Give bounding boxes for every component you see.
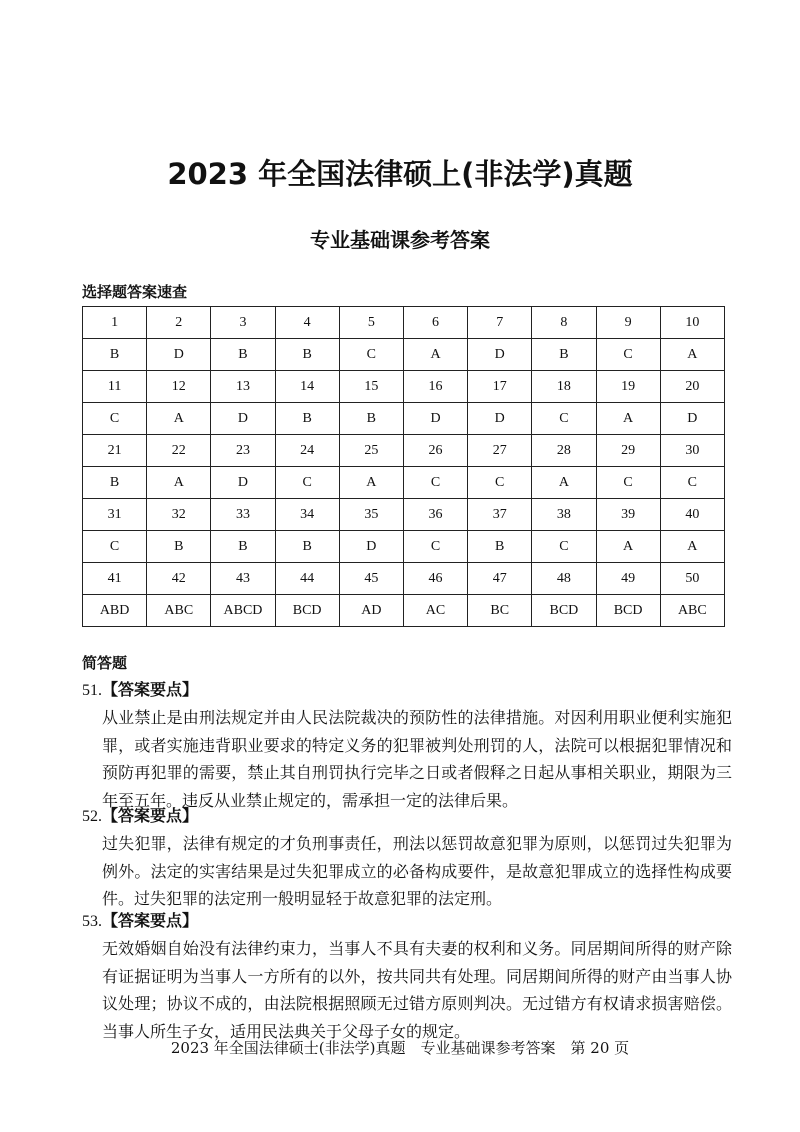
answer-cell: C: [596, 339, 660, 371]
question-number-row: [83, 371, 725, 403]
answer-cell: ABC: [660, 595, 724, 627]
question-number-cell: 42: [147, 563, 211, 595]
question-number-cell: 29: [596, 435, 660, 467]
question-number-cell: 25: [339, 435, 403, 467]
question-number-cell: 15: [339, 371, 403, 403]
question-number-cell: 12: [147, 371, 211, 403]
answer-cell: C: [660, 467, 724, 499]
question-number-cell: 36: [403, 499, 467, 531]
question-number-cell: 34: [275, 499, 339, 531]
answer-cell: C: [403, 531, 467, 563]
answer-cell: C: [275, 467, 339, 499]
question-number-cell: 50: [660, 563, 724, 595]
question-number-cell: 16: [403, 371, 467, 403]
answer-cell: BCD: [532, 595, 596, 627]
answer-cell: C: [532, 531, 596, 563]
question-number: 53.: [82, 913, 102, 930]
answer-cell: ABD: [83, 595, 147, 627]
answer-cell: A: [596, 531, 660, 563]
question-number-cell: 28: [532, 435, 596, 467]
question-number-cell: 27: [468, 435, 532, 467]
answer-cell: D: [339, 531, 403, 563]
question-number-cell: 14: [275, 371, 339, 403]
answer-cell: B: [468, 531, 532, 563]
answer-table: [82, 306, 725, 627]
answer-row: [83, 403, 725, 435]
question-number-row: [83, 307, 725, 339]
question-number-cell: 2: [147, 307, 211, 339]
question-number-cell: 11: [83, 371, 147, 403]
answer-text: 过失犯罪，法律有规定的才负刑事责任，刑法以惩罚故意犯罪为原则，以惩罚过失犯罪为例外。法定的实害结果是过失犯罪成立的必备构成要件，是故意犯罪成立的选择性构成要件。过失犯罪的法定刑一般明显轻于故意犯罪的法定刑。: [102, 834, 732, 908]
answer-cell: ABCD: [211, 595, 275, 627]
question-number-cell: 40: [660, 499, 724, 531]
question-number-cell: 18: [532, 371, 596, 403]
question-heading: 【答案要点】: [102, 911, 199, 930]
answer-cell: B: [275, 339, 339, 371]
question-number: 52.: [82, 808, 102, 825]
answer-cell: D: [211, 467, 275, 499]
question-number-cell: 32: [147, 499, 211, 531]
answer-cell: BCD: [596, 595, 660, 627]
choice-section-label: 选择题答案速查: [82, 283, 188, 301]
question-number-cell: 7: [468, 307, 532, 339]
answer-cell: A: [532, 467, 596, 499]
question-53: [82, 910, 732, 1045]
question-number-cell: 35: [339, 499, 403, 531]
question-number-cell: 23: [211, 435, 275, 467]
answer-row: [83, 467, 725, 499]
question-number-row: [83, 563, 725, 595]
question-number-cell: 47: [468, 563, 532, 595]
answer-cell: C: [83, 403, 147, 435]
answer-cell: C: [468, 467, 532, 499]
page-title: 2023 年全国法律硕上(非法学)真题: [167, 157, 633, 191]
answer-cell: D: [468, 403, 532, 435]
answer-cell: BCD: [275, 595, 339, 627]
answer-cell: ABC: [147, 595, 211, 627]
answer-cell: C: [339, 339, 403, 371]
answer-cell: AC: [403, 595, 467, 627]
question-number-cell: 33: [211, 499, 275, 531]
question-number-cell: 6: [403, 307, 467, 339]
question-number-row: [83, 435, 725, 467]
question-number-cell: 21: [83, 435, 147, 467]
short-answer-section-label: 简答题: [82, 654, 128, 672]
question-52: [82, 805, 732, 913]
question-number-cell: 5: [339, 307, 403, 339]
answer-cell: C: [532, 403, 596, 435]
question-heading: 【答案要点】: [102, 806, 199, 825]
question-number-cell: 45: [339, 563, 403, 595]
question-number-cell: 9: [596, 307, 660, 339]
question-number-cell: 13: [211, 371, 275, 403]
answer-cell: D: [147, 339, 211, 371]
answer-cell: A: [596, 403, 660, 435]
answer-row: [83, 339, 725, 371]
question-number-cell: 26: [403, 435, 467, 467]
question-number-cell: 46: [403, 563, 467, 595]
answer-cell: A: [339, 467, 403, 499]
answer-cell: B: [532, 339, 596, 371]
question-number-cell: 3: [211, 307, 275, 339]
answer-cell: B: [211, 339, 275, 371]
answer-cell: D: [403, 403, 467, 435]
question-number: 51.: [82, 682, 102, 699]
answer-cell: C: [403, 467, 467, 499]
question-number-cell: 24: [275, 435, 339, 467]
answer-cell: B: [275, 403, 339, 435]
question-number-cell: 44: [275, 563, 339, 595]
answer-cell: A: [660, 531, 724, 563]
question-number-cell: 10: [660, 307, 724, 339]
question-number-row: [83, 499, 725, 531]
question-number-cell: 20: [660, 371, 724, 403]
answer-cell: B: [339, 403, 403, 435]
question-number-cell: 43: [211, 563, 275, 595]
answer-cell: A: [147, 403, 211, 435]
question-number-cell: 8: [532, 307, 596, 339]
answer-text: 无效婚姻自始没有法律约束力，当事人不具有夫妻的权利和义务。同居期间所得的财产除有证据证明为当事人一方所有的以外，按共同共有处理。同居期间所得的财产由当事人协议处理；协议不成的，由法院根据照顾无过错方原则判决。无过错方有权请求损害赔偿。当事人所生子女，适用民法典关于父母子女的规定。: [102, 939, 732, 1041]
question-number-cell: 37: [468, 499, 532, 531]
question-number-cell: 49: [596, 563, 660, 595]
answer-cell: D: [211, 403, 275, 435]
answer-cell: C: [83, 531, 147, 563]
answer-cell: A: [147, 467, 211, 499]
answer-text: 从业禁止是由刑法规定并由人民法院裁决的预防性的法律措施。对因利用职业便利实施犯罪，或者实施违背职业要求的特定义务的犯罪被判处刑罚的人，法院可以根据犯罪情况和预防再犯罪的需要，禁止其自刑罚执行完毕之日或者假释之日起从事相关职业，期限为三年至五年。违反从业禁止规定的，需承担一定的法律后果。: [102, 708, 732, 810]
answer-cell: B: [147, 531, 211, 563]
answer-cell: D: [468, 339, 532, 371]
question-number-cell: 1: [83, 307, 147, 339]
question-number-cell: 31: [83, 499, 147, 531]
question-number-cell: 41: [83, 563, 147, 595]
page-subtitle: 专业基础课参考答案: [310, 228, 490, 252]
answer-cell: B: [83, 339, 147, 371]
answer-cell: C: [596, 467, 660, 499]
answer-cell: AD: [339, 595, 403, 627]
question-number-cell: 30: [660, 435, 724, 467]
question-number-cell: 17: [468, 371, 532, 403]
question-heading: 【答案要点】: [102, 680, 199, 699]
answer-row: [83, 531, 725, 563]
answer-cell: D: [660, 403, 724, 435]
question-number-cell: 22: [147, 435, 211, 467]
answer-cell: A: [660, 339, 724, 371]
answer-cell: BC: [468, 595, 532, 627]
answer-cell: B: [275, 531, 339, 563]
question-number-cell: 39: [596, 499, 660, 531]
answer-cell: B: [211, 531, 275, 563]
question-51: [82, 679, 732, 814]
question-number-cell: 38: [532, 499, 596, 531]
question-number-cell: 48: [532, 563, 596, 595]
answer-cell: A: [403, 339, 467, 371]
answer-cell: B: [83, 467, 147, 499]
answer-row: [83, 595, 725, 627]
page-footer: 2023 年全国法律硕士(非法学)真题 专业基础课参考答案 第 20 页: [170, 1039, 630, 1057]
question-number-cell: 4: [275, 307, 339, 339]
question-number-cell: 19: [596, 371, 660, 403]
